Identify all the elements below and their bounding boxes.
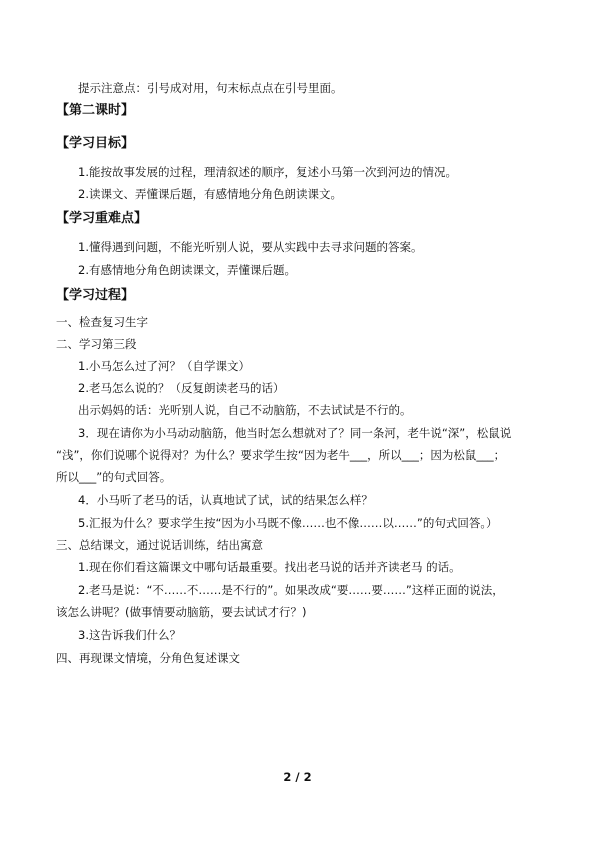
process-step-4: 四、再现课文情境，分角色复述课文 [56,651,240,665]
question-5: 5.汇报为什么？要求学生按“因为小马既不像……也不像……以……”的句式回答。） [78,516,498,530]
goal-item-1: 1.能按故事发展的过程，理清叙述的顺序，复述小马第一次到河边的情况。 [78,165,457,179]
question-4: 4．小马听了老马的话，认真地试了试，试的结果怎么样？ [78,493,373,507]
process-step-1: 一、检查复习生字 [56,315,148,329]
question-3-line-2: “浅”，你们说哪个说得对？为什么？要求学生按“因为老牛___，所以___；因为松鼠___； [56,448,506,462]
section-heading-second-lesson: 【第二课时】 [56,103,135,118]
question-3-line-3: 所以___”的句式回答。 [56,470,172,484]
key-point-2: 2.有感情地分角色朗读课文，弄懂课后题。 [78,263,296,277]
summary-item-3: 3.这告诉我们什么？ [78,628,181,642]
summary-item-2-line-1: 2.老马是说：“不……不……是不行的”。如果改成“要……要……”这样正面的说法， [78,583,504,597]
mother-quote: 出示妈妈的话：光听别人说，自己不动脑筋，不去试试是不行的。 [78,403,412,417]
summary-item-2-line-2: 该怎么讲呢？(做事情要动脑筋，要去试试才行？) [56,605,307,619]
key-point-1: 1.懂得遇到问题，不能光听别人说，要从实践中去寻求问题的答案。 [78,240,423,254]
question-1: 1.小马怎么过了河？（自学课文） [78,359,250,373]
tip-note: 提示注意点：引号成对用，句末标点点在引号里面。 [78,81,343,95]
section-heading-process: 【学习过程】 [56,288,135,303]
goal-item-2: 2.读课文、弄懂课后题，有感情地分角色朗读课文。 [78,187,342,201]
process-step-3: 三、总结课文，通过说话训练，结出寓意 [56,538,263,552]
summary-item-1: 1.现在你们看这篇课文中哪句话最重要。找出老马说的话并齐读老马 的话。 [78,560,461,574]
page-number: 2 / 2 [283,770,312,784]
question-2: 2.老马怎么说的？（反复朗读老马的话） [78,381,285,395]
process-step-2: 二、学习第三段 [56,337,137,351]
question-3-line-1: 3．现在请你为小马动动脑筋，他当时怎么想就对了？同一条河，老牛说“深”，松鼠说 [78,426,512,440]
section-heading-key-points: 【学习重难点】 [56,211,148,226]
section-heading-goals: 【学习目标】 [56,136,135,151]
